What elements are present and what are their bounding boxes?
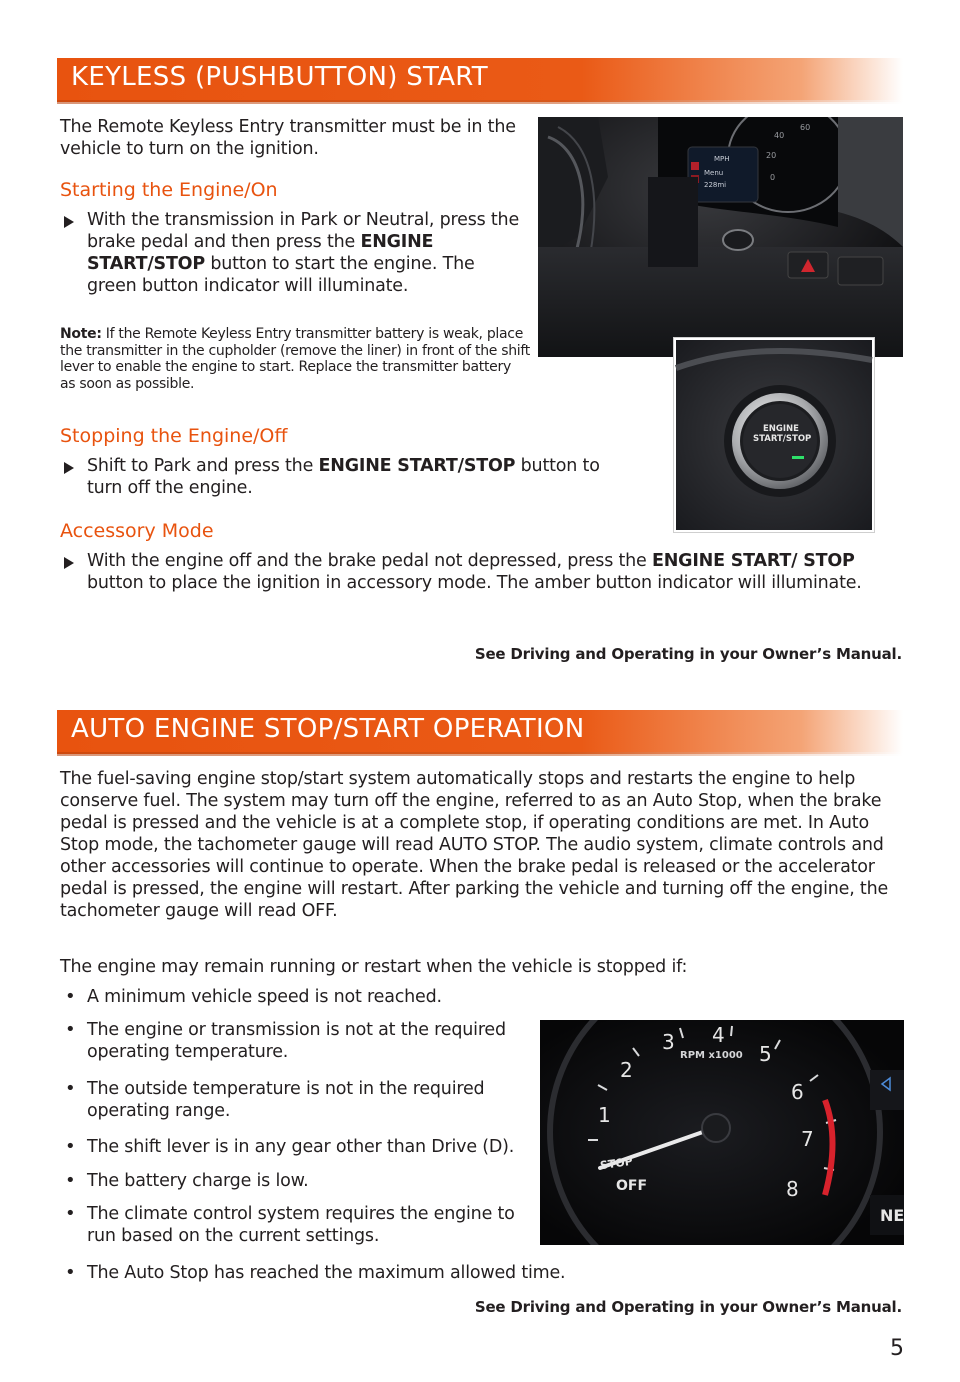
bullet-dot: • — [65, 986, 76, 1007]
heading-starting: Starting the Engine/On — [60, 179, 278, 201]
tach-off-label: OFF — [616, 1178, 648, 1194]
tach-corner-label: NE — [880, 1206, 904, 1225]
start-button-photo — [673, 337, 875, 533]
bullet-dot: • — [65, 1078, 76, 1099]
dash-speed-40: 40 — [774, 131, 785, 140]
list-item: The outside temperature is not in the required operating range. — [87, 1079, 485, 1121]
dash-mph-label: MPH — [714, 155, 730, 163]
tach-number-4: 4 — [712, 1023, 725, 1047]
section-title: KEYLESS (PUSHBUTTON) START — [71, 62, 488, 92]
tach-number-6: 6 — [791, 1080, 804, 1104]
accessory-text: With the engine off and the brake pedal not depressed, press the ENGINE START/ STOP button to place the ignition in accessory mode. The amber button indicator will illuminate. — [87, 551, 862, 593]
list-item: The battery charge is low. — [87, 1171, 309, 1191]
tach-number-8: 8 — [786, 1177, 799, 1201]
tach-number-2: 2 — [620, 1058, 633, 1082]
tach-number-1: 1 — [598, 1103, 611, 1127]
banner-underline — [57, 752, 903, 756]
tachometer-photo — [540, 1020, 904, 1245]
bullet-dot: • — [65, 1019, 76, 1040]
tach-unit-label: RPM x1000 — [680, 1050, 743, 1061]
manual-reference: See Driving and Operating in your Owner’s Manual. — [474, 645, 902, 663]
intro-paragraph: The Remote Keyless Entry transmitter must be in the vehicle to turn on the ignition. — [60, 117, 516, 159]
bullet-arrow-icon — [64, 216, 74, 228]
dash-menu-label: Menu — [704, 169, 724, 177]
heading-accessory: Accessory Mode — [60, 520, 214, 542]
manual-reference: See Driving and Operating in your Owner’s Manual. — [474, 1298, 902, 1316]
engine-start-button-label: ENGINE START/STOP — [753, 424, 812, 444]
dash-range-label: 228mi — [704, 181, 727, 189]
list-item: The shift lever is in any gear other than Drive (D). — [87, 1137, 515, 1157]
section-banner-auto-stop — [57, 710, 903, 754]
list-item: A minimum vehicle speed is not reached. — [87, 987, 442, 1007]
bullet-dot: • — [65, 1262, 76, 1283]
list-item: The climate control system requires the engine to run based on the current settings. — [87, 1204, 515, 1246]
tach-stop-label: STOP — [599, 1154, 634, 1173]
bullet-dot: • — [65, 1203, 76, 1224]
dashboard-photo — [538, 117, 903, 357]
tach-number-5: 5 — [759, 1042, 772, 1066]
stopping-text: Shift to Park and press the ENGINE START/STOP button to turn off the engine. — [87, 456, 600, 498]
dash-speed-60: 60 — [800, 123, 811, 132]
starting-text: With the transmission in Park or Neutral, press the brake pedal and then press the ENGINE START/STOP button to start the engine. The green button indicator will illuminate. — [87, 210, 520, 296]
bullet-arrow-icon — [64, 462, 74, 474]
dash-speed-20: 20 — [766, 151, 777, 160]
bullet-dot: • — [65, 1170, 76, 1191]
note-paragraph: Note: If the Remote Keyless Entry transmitter battery is weak, place the transmitter in the cupholder (remove the liner) in front of the shift lever to enable the engine to start. Replace the transmitter battery as soon as possible. — [60, 326, 530, 392]
list-item: The Auto Stop has reached the maximum allowed time. — [87, 1263, 566, 1283]
list-item: The engine or transmission is not at the required operating temperature. — [87, 1020, 506, 1062]
tach-number-7: 7 — [801, 1127, 814, 1151]
bullet-arrow-icon — [64, 557, 74, 569]
section-banner-keyless — [57, 58, 903, 102]
section-title: AUTO ENGINE STOP/START OPERATION — [71, 714, 585, 744]
banner-underline — [57, 100, 903, 104]
heading-stopping: Stopping the Engine/Off — [60, 425, 288, 447]
auto-stop-intro: The fuel-saving engine stop/start system automatically stops and restarts the engine to help conserve fuel. The system may turn off the engine, referred to as an Auto Stop, when the brake pedal is pressed and the vehicle is at a complete stop, if operating conditions are met. In Auto Stop mode, the tachometer gauge will read AUTO STOP. The audio system, climate controls and other accessories will continue to operate. When the brake pedal is released or the accelerator pedal is pressed, the engine will restart. After parking the vehicle and turning off the engine, the tachometer gauge will read OFF. — [60, 769, 889, 921]
bullet-dot: • — [65, 1136, 76, 1157]
auto-stop-lead: The engine may remain running or restart when the vehicle is stopped if: — [60, 957, 688, 977]
tach-number-3: 3 — [662, 1030, 675, 1054]
dashboard-illustration — [538, 117, 903, 357]
page-number: 5 — [890, 1336, 904, 1361]
dash-speed-0: 0 — [770, 173, 776, 182]
